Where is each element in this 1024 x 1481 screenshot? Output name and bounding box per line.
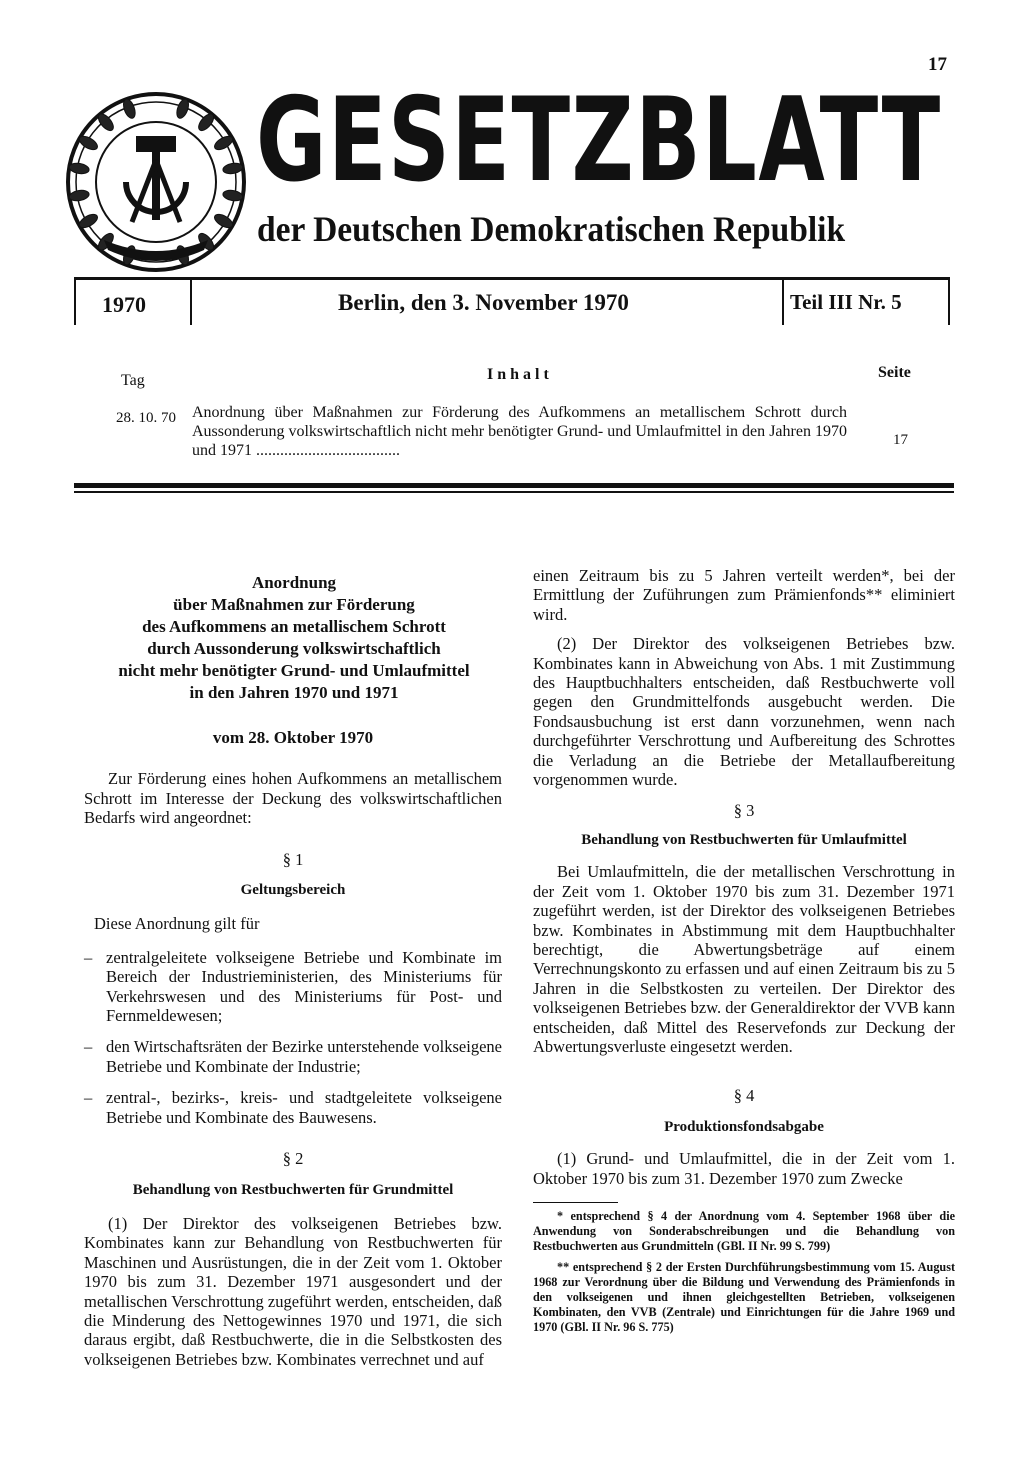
toc-entry-date: 28. 10. 70 bbox=[116, 410, 176, 426]
title-line: des Aufkommens an metallischem Schrott bbox=[142, 617, 446, 636]
ordinance-date: vom 28. Oktober 1970 bbox=[212, 728, 374, 747]
dash-bullet: – bbox=[84, 1088, 93, 1108]
list-item-text: zentral-, bezirks-, kreis- und stadtgeleitete volkseigene Betriebe und Kombinate des Bauwesens. bbox=[106, 1088, 502, 1127]
section-title: Behandlung von Restbuchwerten für Umlaufmittel bbox=[581, 831, 907, 848]
page-number: 17 bbox=[928, 54, 947, 75]
title-line: Anordnung bbox=[251, 573, 337, 592]
toc-entry-page: 17 bbox=[893, 432, 908, 448]
paragraph: (1) Der Direktor des volkseigenen Betriebes bzw. Kombinates kann zur Behandlung von Restbuchwerten für Maschinen und Ausrüstungen, die in der Zeit vom 1. Oktober 1970 bis zum 31. Dezember 1971 ausgesondert und der metallischen Verschrottung zugeführt werden, entscheiden, daß die Minderung des Nettogewinnes 1970 und 1971, die sich daraus ergibt, daß Restbuchwerte, die in die Selbstkosten des volkseigenen Betriebes bzw. Kombinates verrechnet und auf bbox=[84, 1213, 503, 1369]
dash-bullet: – bbox=[84, 1037, 93, 1057]
section-number: § 1 bbox=[282, 849, 304, 869]
ordinance-title bbox=[86, 572, 502, 704]
header-divider bbox=[190, 279, 192, 325]
title-line: nicht mehr benötigter Grund- und Umlaufmittel bbox=[118, 661, 470, 680]
toc-heading: Inhalt bbox=[487, 366, 553, 383]
masthead-subtitle: der Deutschen Demokratischen Republik bbox=[257, 209, 846, 249]
header-rule bbox=[74, 277, 950, 280]
masthead-title: GESETZBLATT bbox=[256, 73, 942, 208]
paragraph: (2) Der Direktor des volkseigenen Betriebes bzw. Kombinates kann in Abweichung von Abs. 1 mit Zustimmung des Hauptbuchhalters entscheiden, daß Restbuchwerte voll gegen den Grundmittelfonds ausgebucht werden. Die Fondsausbuchung ist erst dann vorzunehmen, wenn nach durchgeführter Verschrottung und Aufbereitung des Schrottes die Verladung an die Betriebe der Metallaufbereitung vorgenommen wurde. bbox=[533, 634, 955, 790]
toc-page-header: Seite bbox=[878, 364, 911, 381]
paragraph: (1) Grund- und Umlaufmittel, die in der Zeit vom 1. Oktober 1970 bis zum 31. Dezember 1970 zum Zwecke bbox=[533, 1149, 955, 1188]
right-column bbox=[533, 566, 955, 1335]
list-item-text: den Wirtschaftsräten der Bezirke unterstehende volkseigene Betriebe und Kombinate der Industrie; bbox=[106, 1037, 502, 1076]
dash-bullet: – bbox=[84, 947, 93, 967]
title-line: durch Aussonderung volkswirtschaftlich bbox=[147, 639, 441, 658]
header-divider bbox=[782, 279, 784, 325]
header-divider bbox=[74, 279, 76, 325]
list-item bbox=[84, 1037, 502, 1076]
issue-place-date: Berlin, den 3. November 1970 bbox=[338, 290, 629, 315]
toc-day-header: Tag bbox=[121, 372, 145, 389]
toc-entry-text: Anordnung über Maßnahmen zur Förderung des Aufkommens an metallischem Schrott durch Aussonderung volkswirtschaftlich nicht mehr benötigter Grund- und Umlaufmittel in den Jahren 1970 und 1971 .................................... bbox=[192, 404, 847, 459]
list-item-text: zentralgeleitete volkseigene Betriebe und Kombinate im Bereich der Industrieministerien, des Ministeriums für Verkehrswesen und des Ministeriums für Post- und Fernmeldewesen; bbox=[106, 947, 502, 1026]
state-emblem-icon bbox=[64, 90, 248, 274]
title-line: über Maßnahmen zur Förderung bbox=[173, 595, 415, 614]
section-number: § 2 bbox=[282, 1149, 304, 1169]
list-item bbox=[84, 1088, 502, 1127]
list-item bbox=[84, 948, 502, 1026]
section-title: Geltungsbereich bbox=[240, 882, 346, 899]
preamble: Zur Förderung eines hohen Aufkommens an metallischem Schrott im Interesse der Deckung des volkswirtschaftlichen Bedarfs wird angeordnet: bbox=[84, 769, 502, 828]
footnote: * entsprechend § 4 der Anordnung vom 4. September 1968 über die Anwendung von Sonderabschreibungen und die Behandlung von Restbuchwerten aus Grundmitteln (GBl. II Nr. 99 S. 799) bbox=[533, 1208, 955, 1253]
section-title: Produktionsfondsabgabe bbox=[664, 1118, 824, 1135]
footnote-rule bbox=[533, 1202, 618, 1203]
header-divider bbox=[948, 279, 950, 325]
separator-rule bbox=[74, 491, 954, 493]
separator-rule bbox=[74, 483, 954, 488]
issue-part: Teil III Nr. 5 bbox=[790, 290, 902, 314]
section-number: § 4 bbox=[733, 1086, 755, 1106]
issue-year: 1970 bbox=[102, 292, 146, 317]
paragraph: einen Zeitraum bis zu 5 Jahren verteilt werden*, bei der Ermittlung der Zuführungen zum Prämienfonds** eliminiert wird. bbox=[533, 566, 955, 624]
left-column bbox=[84, 572, 502, 1369]
section-title: Behandlung von Restbuchwerten für Grundmittel bbox=[132, 1181, 454, 1198]
section-intro: Diese Anordnung gilt für bbox=[94, 914, 260, 934]
title-line: in den Jahren 1970 und 1971 bbox=[189, 683, 399, 702]
footnote: ** entsprechend § 2 der Ersten Durchführungsbestimmung vom 15. August 1968 zur Verordnung über die Bildung und Verwendung des Prämienfonds in den volkseigenen und ihnen gleichgestellten Betrieben, volkseigenen Kombinaten, den VVB (Zentrale) und Einrichtungen für die Jahre 1969 und 1970 (GBl. II Nr. 96 S. 775) bbox=[533, 1259, 955, 1334]
paragraph: Bei Umlaufmitteln, die der metallischen Verschrottung in der Zeit vom 1. Oktober 1970 bis zum 31. Dezember 1971 zugeführt werden, ist der Direktor des volkseigenen Betriebes bzw. Kombinates in Abstimmung mit dem Hauptbuchhalter berechtigt, die Abwertungsbeträge auf einem Verrechnungskonto zu erfassen und auf einen Zeitraum bis zu 5 Jahren in die Selbstkosten zu verteilen. Der Direktor des volkseigenen Betriebes bzw. der Generaldirektor der VVB kann entscheiden, daß Mittel des Reservefonds zur Deckung der Abwertungsverluste eingesetzt werden. bbox=[533, 862, 955, 1056]
section-number: § 3 bbox=[733, 801, 755, 821]
